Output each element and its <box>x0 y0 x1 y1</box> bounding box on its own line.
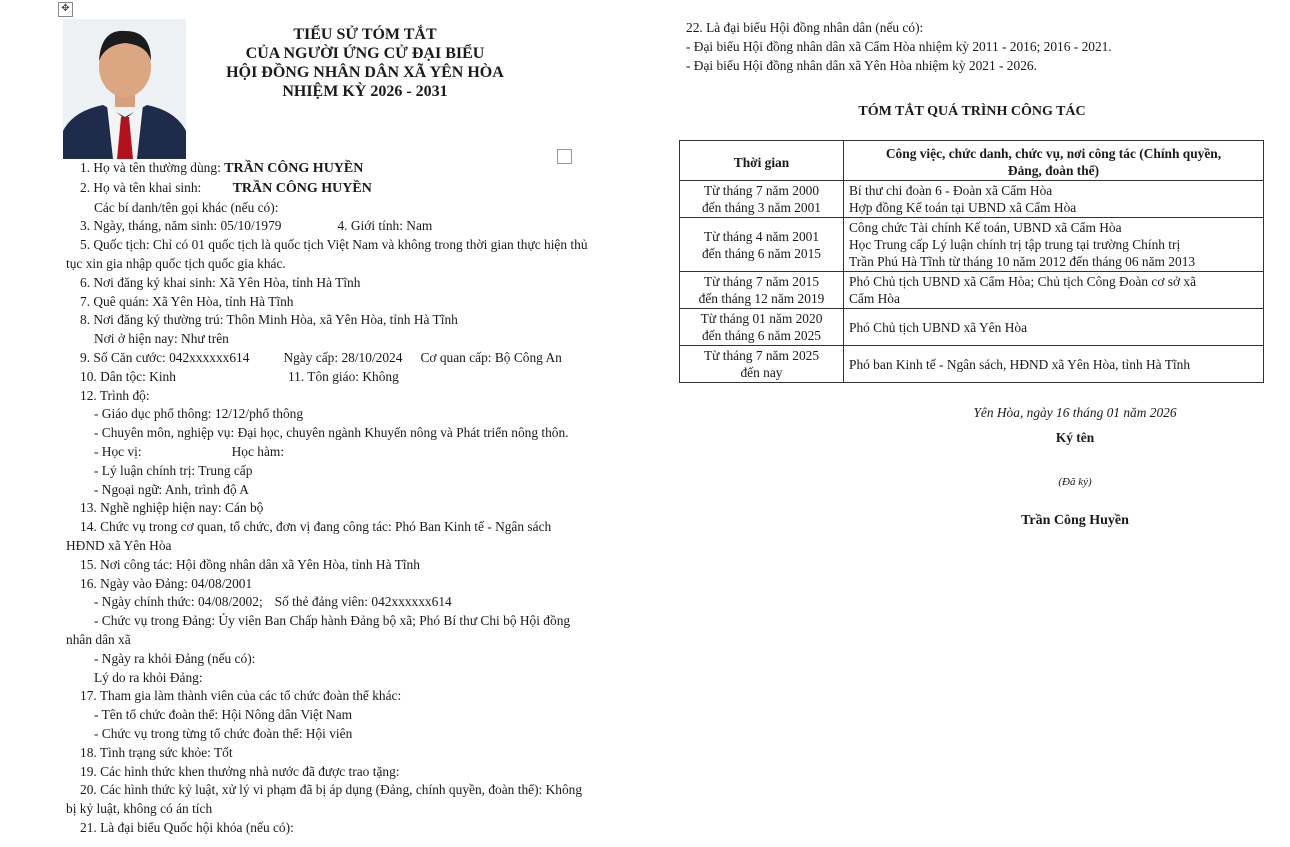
q22-council-delegate: 22. Là đại biểu Hội đồng nhân dân (nếu có): <box>686 20 924 35</box>
q12-specialization: - Chuyên môn, nghiệp vụ: Đại học, chuyên ngành Khuyến nông và Phát triển nông thôn. <box>94 425 569 441</box>
table-cell-job: Phó Chủ tịch UBND xã Cẩm Hòa; Chủ tịch Công Đoàn cơ sở xã Cẩm Hòa <box>844 272 1264 309</box>
q1-common-name: 1. Họ và tên thường dùng: TRẦN CÔNG HUYỀN <box>80 160 364 176</box>
q2-birth-name: 2. Họ và tên khai sinh: TRẦN CÔNG HUYỀN <box>80 179 372 196</box>
q16-official-date: - Ngày chính thức: 04/08/2002; Số thẻ đảng viên: 042xxxxxx614 <box>94 594 452 610</box>
table-row <box>680 181 1264 218</box>
birth-name-value: TRẦN CÔNG HUYỀN <box>232 180 372 196</box>
q20-discipline-2: bị kỷ luật, không có án tích <box>66 801 213 817</box>
q12-foreign-language: - Ngoại ngữ: Anh, trình độ A <box>94 481 249 497</box>
q16-leave-date: - Ngày ra khỏi Đảng (nếu có): <box>94 650 256 666</box>
q16-party-join-date: 16. Ngày vào Đảng: 04/08/2001 <box>80 575 253 591</box>
table-cell-job: Bí thư chi đoàn 6 - Đoàn xã Cẩm Hòa Hợp đồng Kế toán tại UBND xã Cẩm Hòa <box>844 181 1264 218</box>
q6-birth-registration: 6. Nơi đăng ký khai sinh: Xã Yên Hòa, tỉnh Hà Tĩnh <box>80 274 361 290</box>
q14-position-1: 14. Chức vụ trong cơ quan, tổ chức, đơn vị đang công tác: Phó Ban Kinh tế - Ngân sách <box>80 519 552 535</box>
q12-political-theory: - Lý luận chính trị: Trung cấp <box>94 462 253 478</box>
header-time: Thời gian <box>680 141 844 181</box>
signatory-name: Trần Công Huyền <box>1021 513 1129 528</box>
q5-nationality-2: tục xin gia nhập quốc tịch quốc gia khác. <box>66 255 286 271</box>
portrait-photo <box>63 19 186 159</box>
biography-right-column <box>686 19 1266 75</box>
table-cell-job: Phó ban Kinh tế - Ngân sách, HĐND xã Yên Hòa, tỉnh Hà Tĩnh <box>844 346 1264 383</box>
table-cell-time: Từ tháng 7 năm 2000 đến tháng 3 năm 2001 <box>680 181 844 218</box>
table-cell-job: Công chức Tài chính Kế toán, UBND xã Cẩm Hòa Học Trung cấp Lý luận chính trị tập trung tại trường Chính trị Trần Phú Hà Tĩnh từ tháng 10 năm 2012 đến tháng 06 năm 2013 <box>844 218 1264 272</box>
q22-term-cam-hoa: - Đại biểu Hội đồng nhân dân xã Cẩm Hòa nhiệm kỳ 2011 - 2016; 2016 - 2021. <box>686 38 1112 54</box>
q13-occupation: 13. Nghề nghiệp hiện nay: Cán bộ <box>80 500 264 516</box>
q3-q4-birth-gender: 3. Ngày, tháng, năm sinh: 05/10/1979 4. Giới tính: Nam <box>80 218 433 234</box>
title-line-2: CỦA NGƯỜI ỨNG CỬ ĐẠI BIỂU <box>245 45 485 62</box>
signature-label: Ký tên <box>1055 430 1095 445</box>
q21-national-assembly: 21. Là đại biểu Quốc hội khóa (nếu có): <box>80 819 294 835</box>
table-row <box>680 272 1264 309</box>
q20-discipline-1: 20. Các hình thức kỷ luật, xử lý vi phạm đã bị áp dụng (Đảng, chính quyền, đoàn thể): Không <box>80 782 583 798</box>
q16-leave-reason: Lý do ra khỏi Đảng: <box>94 669 203 685</box>
q19-awards: 19. Các hình thức khen thưởng nhà nước đã được trao tặng: <box>80 763 400 779</box>
title-line-4: NHIỆM KỲ 2026 - 2031 <box>282 83 448 100</box>
table-cell-job: Phó Chủ tịch UBND xã Yên Hòa <box>844 309 1264 346</box>
q16-party-position-2: nhân dân xã <box>66 631 131 647</box>
q18-health: 18. Tình trạng sức khỏe: Tốt <box>80 744 233 760</box>
q16-party-position-1: - Chức vụ trong Đảng: Ủy viên Ban Chấp hành Đảng bộ xã; Phó Bí thư Chi bộ Hội đồng <box>94 613 571 629</box>
signature-note: (Đã ký) <box>1058 476 1092 488</box>
work-history-table <box>679 140 1264 383</box>
table-cell-time: Từ tháng 7 năm 2025 đến nay <box>680 346 844 383</box>
table-header-row <box>680 141 1264 181</box>
table-row <box>680 218 1264 272</box>
q14-position-2: HĐND xã Yên Hòa <box>66 537 172 553</box>
q8-current-residence: Nơi ở hiện nay: Như trên <box>94 331 229 347</box>
q17-organization-role: - Chức vụ trong từng tổ chức đoàn thể: Hội viên <box>94 725 353 741</box>
work-history-title: TÓM TẮT QUÁ TRÌNH CÔNG TÁC <box>858 104 1086 119</box>
table-cell-time: Từ tháng 4 năm 2001 đến tháng 6 năm 2015 <box>680 218 844 272</box>
q7-hometown: 7. Quê quán: Xã Yên Hòa, tỉnh Hà Tĩnh <box>80 293 294 309</box>
q12-education: 12. Trình độ: <box>80 387 150 403</box>
common-name-value: TRẦN CÔNG HUYỀN <box>224 161 364 176</box>
document-title <box>190 25 540 101</box>
q17-organization-name: - Tên tổ chức đoàn thể: Hội Nông dân Việt Nam <box>94 707 353 723</box>
table-cell-time: Từ tháng 7 năm 2015 đến tháng 12 năm 2019 <box>680 272 844 309</box>
signature-date: Yên Hòa, ngày 16 tháng 01 năm 2026 <box>973 405 1177 420</box>
q22-term-yen-hoa: - Đại biểu Hội đồng nhân dân xã Yên Hòa nhiệm kỳ 2021 - 2026. <box>686 57 1037 73</box>
q15-workplace: 15. Nơi công tác: Hội đồng nhân dân xã Yên Hòa, tỉnh Hà Tĩnh <box>80 556 420 572</box>
biography-left-column <box>66 159 650 838</box>
move-handle-icon[interactable]: ✥ <box>58 2 73 17</box>
q9-id-card: 9. Số Căn cước: 042xxxxxx614 Ngày cấp: 28/10/2024 Cơ quan cấp: Bộ Công An <box>80 349 562 365</box>
title-line-3: HỘI ĐỒNG NHÂN DÂN XÃ YÊN HÒA <box>226 64 504 81</box>
q5-nationality-1: 5. Quốc tịch: Chỉ có 01 quốc tịch là quốc tịch Việt Nam và không trong thời gian thực hiện thủ <box>80 237 588 253</box>
q10-q11-ethnicity-religion: 10. Dân tộc: Kinh 11. Tôn giáo: Không <box>80 368 399 384</box>
title-line-1: TIỂU SỬ TÓM TẮT <box>293 26 437 43</box>
header-job: Công việc, chức danh, chức vụ, nơi công tác (Chính quyền, Đảng, đoàn thể) <box>844 141 1264 181</box>
table-row <box>680 346 1264 383</box>
q12-degree: - Học vị: Học hàm: <box>94 443 285 459</box>
q12-general-education: - Giáo dục phổ thông: 12/12/phổ thông <box>94 406 304 422</box>
table-cell-time: Từ tháng 01 năm 2020 đến tháng 6 năm 2025 <box>680 309 844 346</box>
table-row <box>680 309 1264 346</box>
q17-organizations: 17. Tham gia làm thành viên của các tổ chức đoàn thể khác: <box>80 688 402 704</box>
q2-aliases: Các bí danh/tên gọi khác (nếu có): <box>94 199 279 215</box>
q8-permanent-residence: 8. Nơi đăng ký thường trú: Thôn Minh Hòa, xã Yên Hòa, tỉnh Hà Tĩnh <box>80 312 458 328</box>
